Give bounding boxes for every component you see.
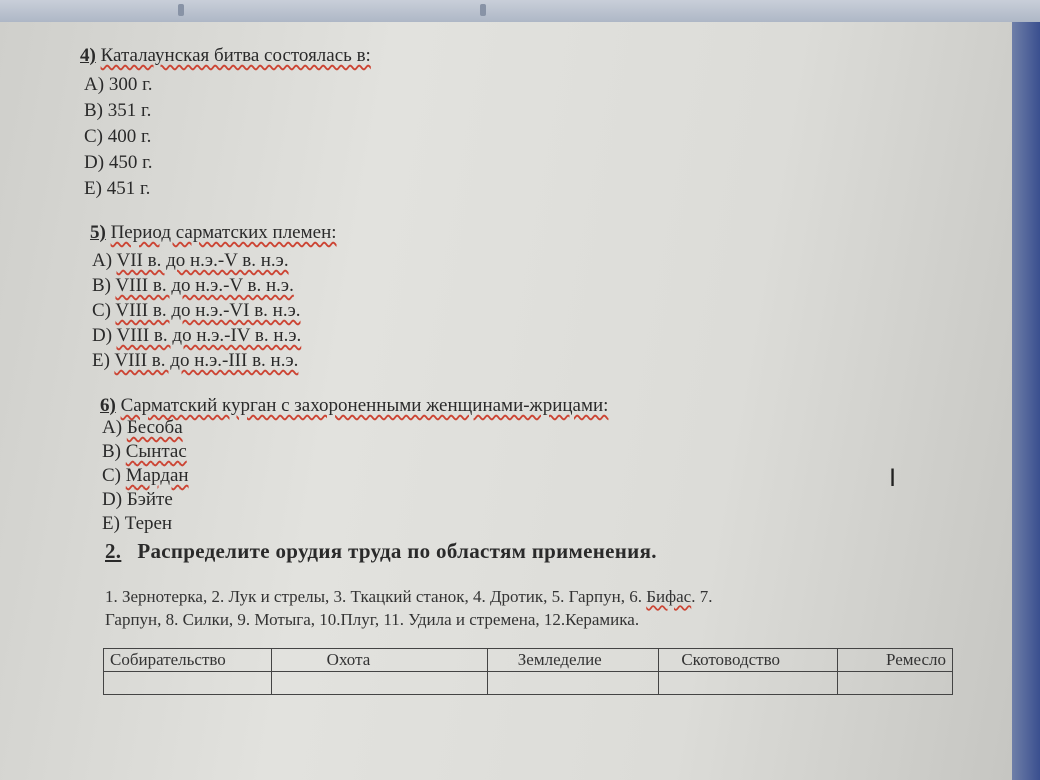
table-cell[interactable]	[487, 672, 659, 695]
option-letter: A)	[102, 417, 123, 438]
answer-option	[84, 100, 151, 122]
categories-table	[103, 648, 953, 695]
option-text: 450 г.	[108, 152, 153, 173]
task-items-line	[105, 587, 712, 607]
question-number: 6)	[100, 395, 116, 416]
option-text: VIII в. до н.э.-V в. н.э.	[115, 275, 294, 296]
option-letter: D)	[84, 152, 105, 173]
option-letter: C)	[92, 300, 111, 321]
task-items-line	[105, 610, 639, 630]
table-header-cell[interactable]: Скотоводство	[659, 649, 838, 672]
toolbar-marker	[480, 4, 486, 16]
answer-option	[84, 126, 151, 148]
table-cell[interactable]	[271, 672, 487, 695]
task-items-text: Гарпун, 8. Силки, 9. Мотыга, 10.Плуг, 11. Удила и стремена, 12.Керамика.	[105, 610, 640, 629]
question-text: Период сарматских племен:	[110, 222, 337, 243]
table-row	[104, 672, 953, 695]
option-text: VIII в. до н.э.-III в. н.э.	[114, 350, 299, 371]
option-text: Терен	[124, 513, 173, 534]
table-header-row	[104, 649, 953, 672]
table-cell[interactable]	[104, 672, 272, 695]
window-toolbar-strip	[0, 0, 1040, 22]
answer-option	[102, 417, 183, 439]
option-letter: C)	[84, 126, 103, 147]
question-text: Сарматский курган с захороненными женщинами-жрицами:	[120, 395, 609, 416]
option-letter: A)	[92, 250, 113, 271]
option-letter: E)	[84, 178, 102, 199]
option-letter: E)	[102, 513, 120, 534]
document-page	[0, 22, 1012, 780]
option-text: 300 г.	[108, 74, 153, 95]
answer-option	[92, 250, 289, 272]
table-header-cell[interactable]: Ремесло	[837, 649, 952, 672]
option-text: Бэйте	[126, 489, 173, 510]
answer-option	[92, 325, 301, 347]
question-title	[90, 222, 337, 244]
table-header-cell[interactable]: Собирательство	[104, 649, 272, 672]
answer-option	[84, 178, 150, 200]
task-heading	[105, 539, 657, 564]
answer-option	[102, 489, 173, 511]
toolbar-marker	[178, 4, 184, 16]
window-right-edge	[1012, 22, 1040, 780]
option-text: Сынтас	[125, 441, 187, 462]
table-header-cell[interactable]: Земледелие	[487, 649, 659, 672]
task-items-wavy-word: Бифас	[646, 587, 692, 606]
task-heading-text: Распределите орудия труда по областям применения.	[137, 539, 657, 563]
option-text: 400 г.	[107, 126, 152, 147]
option-text: VII в. до н.э.-V в. н.э.	[116, 250, 289, 271]
table-cell[interactable]	[659, 672, 838, 695]
option-text: 451 г.	[106, 178, 151, 199]
table-header-cell[interactable]: Охота	[271, 649, 487, 672]
task-items-text: 1. Зернотерка, 2. Лук и стрелы, 3. Ткацкий станок, 4. Дротик, 5. Гарпун, 6.	[105, 587, 647, 606]
option-letter: D)	[92, 325, 113, 346]
task-items-text-end: . 7.	[691, 587, 713, 606]
table-cell[interactable]	[837, 672, 952, 695]
option-letter: B)	[92, 275, 111, 296]
option-text: VIII в. до н.э.-IV в. н.э.	[116, 325, 302, 346]
option-letter: D)	[102, 489, 123, 510]
answer-option	[92, 350, 298, 372]
option-text: 351 г.	[107, 100, 152, 121]
answer-option	[92, 300, 301, 322]
option-text: VIII в. до н.э.-VI в. н.э.	[115, 300, 301, 321]
option-letter: A)	[84, 74, 105, 95]
question-number: 5)	[90, 222, 106, 243]
option-letter: B)	[84, 100, 103, 121]
question-number: 4)	[80, 45, 96, 66]
option-letter: C)	[102, 465, 121, 486]
answer-option	[84, 152, 152, 174]
question-title	[100, 395, 608, 417]
option-letter: B)	[102, 441, 121, 462]
answer-option	[102, 513, 172, 535]
question-text: Каталаунская битва состоялась в:	[100, 45, 371, 66]
option-text: Мардан	[125, 465, 189, 486]
option-text: Бесоба	[126, 417, 183, 438]
option-letter: E)	[92, 350, 110, 371]
answer-option	[84, 74, 152, 96]
question-title	[80, 45, 371, 67]
answer-option	[92, 275, 294, 297]
answer-option	[102, 441, 187, 463]
text-cursor-icon: I	[889, 464, 897, 492]
answer-option	[102, 465, 189, 487]
task-number: 2.	[105, 539, 122, 563]
